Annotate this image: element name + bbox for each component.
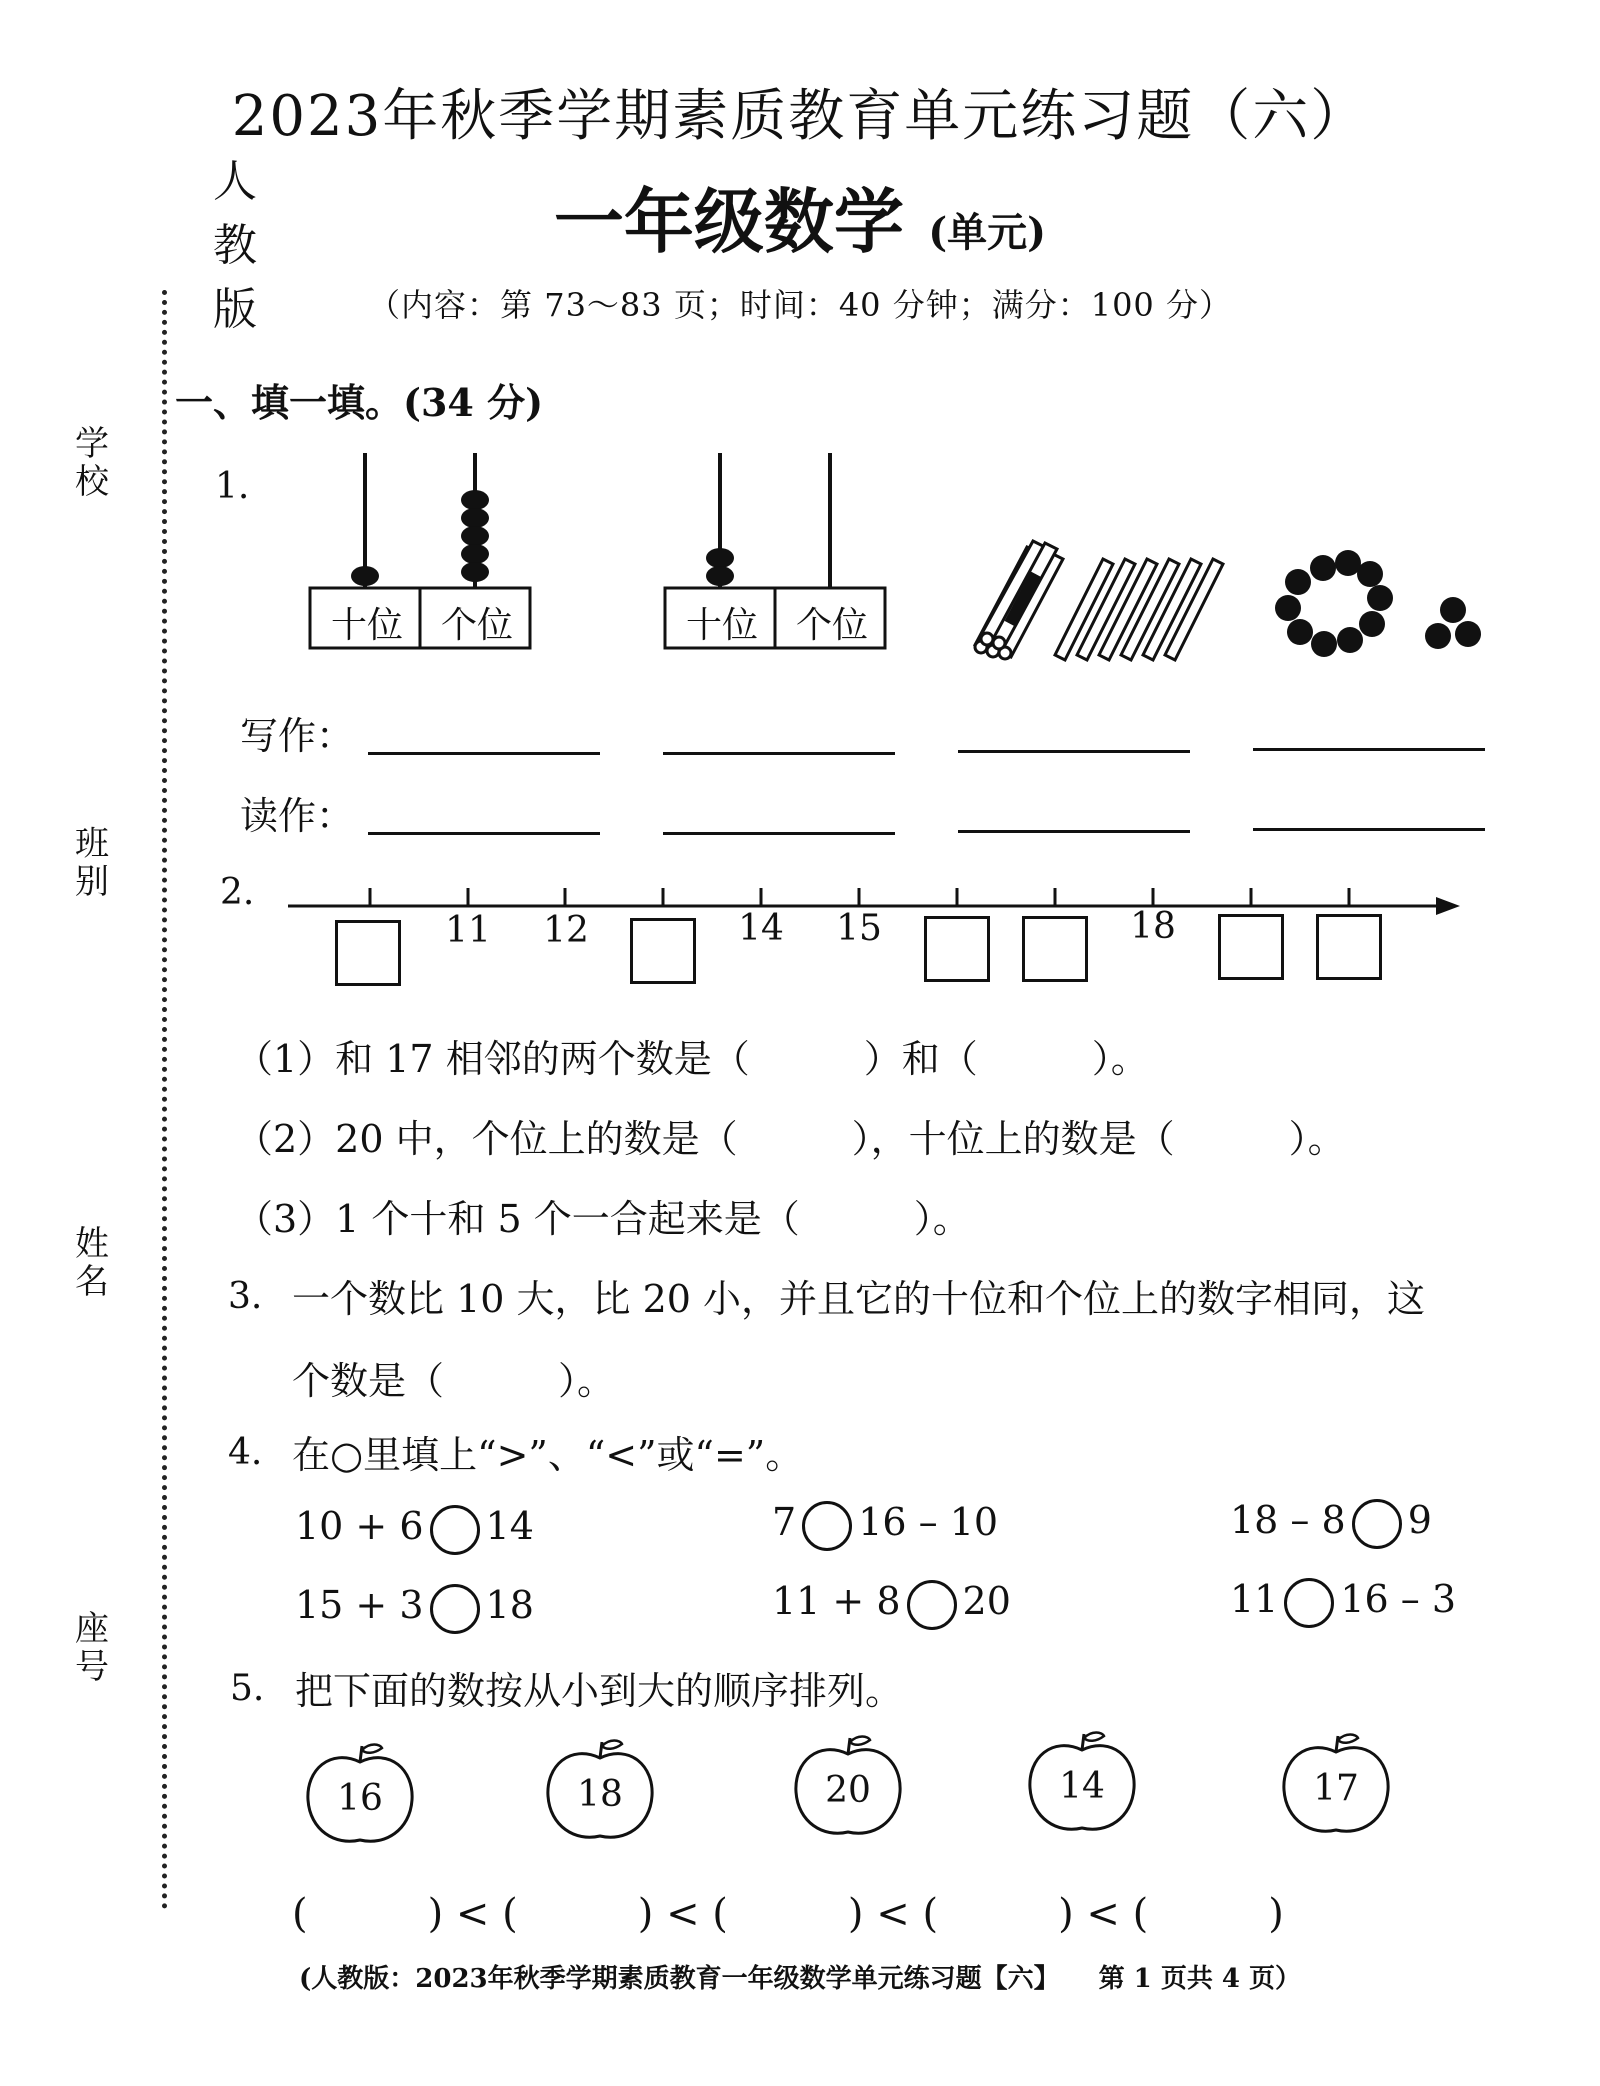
compare-circle[interactable] [430, 1505, 480, 1555]
apple-number: 17 [1313, 1768, 1359, 1809]
compare-circle[interactable] [1284, 1578, 1334, 1628]
tick-label: 12 [543, 910, 589, 951]
question-number: 5. [230, 1668, 265, 1709]
q3-line1: 一个数比 10 大，比 20 小，并且它的十位和个位上的数字相同，这 [292, 1277, 1426, 1321]
compare-item: 15 + 3 18 [295, 1583, 534, 1634]
seat-label: 座号 [75, 1609, 109, 1687]
tens-label: 十位 [685, 605, 758, 646]
q2-sub3: （3）1 个十和 5 个一合起来是（ ）。 [235, 1197, 971, 1241]
edition-char: 版 [213, 284, 257, 335]
compare-circle[interactable] [907, 1580, 957, 1630]
write-label: 写作： [240, 714, 355, 758]
edition-char: 教 [213, 220, 257, 271]
tick-label: 14 [738, 908, 784, 949]
number-box-20[interactable] [1316, 914, 1382, 980]
tick-label: 15 [836, 908, 882, 949]
write-blank-1[interactable] [368, 752, 600, 755]
read-blank-3[interactable] [958, 830, 1190, 833]
compare-circle[interactable] [430, 1584, 480, 1634]
read-blank-2[interactable] [663, 832, 895, 835]
compare-item: 11 16 – 3 [1230, 1577, 1456, 1628]
apple-number: 16 [337, 1778, 383, 1819]
page-title: 2023年秋季学期素质教育单元练习题（六） [231, 84, 1369, 149]
q2-sub2: （2）20 中，个位上的数是（ ），十位上的数是（ ）。 [235, 1117, 1346, 1161]
apple-number: 18 [577, 1774, 623, 1815]
read-blank-4[interactable] [1253, 828, 1485, 831]
read-blank-1[interactable] [368, 832, 600, 835]
page-footer: (人教版：2023年秋季学期素质教育一年级数学单元练习题【六】 第 1 页共 4 页） [298, 1964, 1302, 1994]
number-box-19[interactable] [1218, 914, 1284, 980]
compare-item: 11 + 8 20 [772, 1579, 1011, 1630]
compare-item: 10 + 6 14 [295, 1504, 534, 1555]
subject-note: (单元) [928, 209, 1047, 256]
bead-ring-figure [1268, 548, 1498, 668]
tick-label: 18 [1130, 906, 1176, 947]
binding-dotted-line [162, 290, 167, 1910]
compare-circle[interactable] [1352, 1499, 1402, 1549]
write-blank-4[interactable] [1253, 748, 1485, 751]
section-heading: 一、填一填。(34 分) [175, 380, 544, 425]
ones-label: 个位 [795, 605, 868, 646]
compare-circle[interactable] [802, 1501, 852, 1551]
write-blank-2[interactable] [663, 752, 895, 755]
number-box-10[interactable] [335, 920, 401, 986]
subject-text: 一年级数学 [553, 180, 904, 263]
question-number: 4. [228, 1432, 263, 1473]
apple-number: 20 [825, 1770, 871, 1811]
class-label: 班别 [75, 824, 109, 902]
question-number: 2. [220, 872, 255, 913]
counting-sticks-figure [965, 535, 1225, 665]
compare-item: 7 16 – 10 [772, 1500, 998, 1551]
ones-label: 个位 [440, 605, 513, 646]
q3-line2: 个数是（ ）。 [292, 1359, 616, 1403]
question-number: 1. [215, 466, 250, 507]
q2-sub1: （1）和 17 相邻的两个数是（ ）和（ ）。 [235, 1037, 1149, 1081]
name-label: 姓名 [75, 1224, 109, 1302]
question-number: 3. [228, 1276, 263, 1317]
edition-char: 人 [213, 156, 257, 207]
subject-title [0, 166, 1600, 267]
exam-info: （内容：第 73～83 页；时间：40 分钟；满分：100 分） [368, 286, 1232, 324]
number-box-13[interactable] [630, 918, 696, 984]
q4-instruction: 在○里填上“>”、“<”或“=”。 [292, 1433, 804, 1477]
apple-number: 14 [1059, 1766, 1105, 1807]
school-label: 学校 [75, 424, 109, 502]
number-box-17[interactable] [1022, 916, 1088, 982]
read-label: 读作： [240, 794, 355, 838]
tens-label: 十位 [330, 605, 403, 646]
number-box-16[interactable] [924, 916, 990, 982]
tick-label: 11 [445, 910, 491, 951]
order-answer-row[interactable]: ( ) < ( ) < ( ) < ( ) < ( ) [292, 1891, 1284, 1937]
compare-item: 18 – 8 9 [1230, 1498, 1432, 1549]
q5-instruction: 把下面的数按从小到大的顺序排列。 [295, 1669, 904, 1713]
write-blank-3[interactable] [958, 750, 1190, 753]
